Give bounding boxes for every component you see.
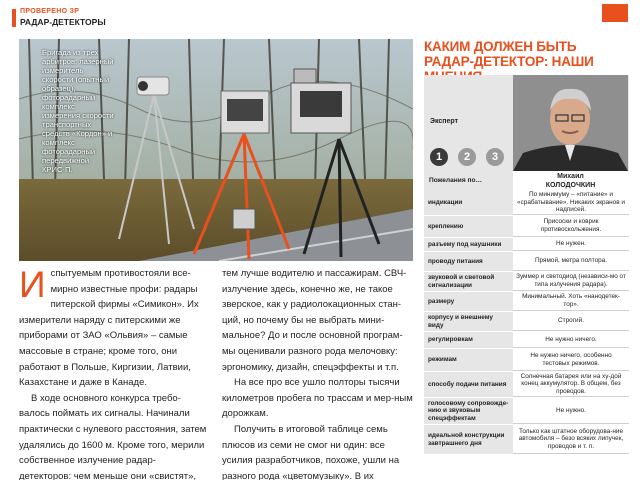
expert-portrait (513, 75, 628, 171)
expert-number-2: 2 (458, 148, 476, 166)
table-row (424, 292, 629, 312)
paragraph (19, 266, 207, 391)
criterion-value: Минимальный. Хоть «нанодетек-тор». (513, 292, 629, 311)
table-row (424, 216, 629, 238)
criterion-label: корпусу и внешнему виду (424, 312, 513, 331)
criterion-label: разъему под наушники (424, 238, 513, 251)
criterion-value: Присоски и коврик противоскольжения. (513, 216, 629, 237)
criterion-label: индикации (424, 191, 513, 215)
table-row (424, 349, 629, 372)
paragraph: В ходе основного конкурса требо-валось поймать их сигналы. Начинали практически с нулевого расстояния, затем удалялись до 1600 м. Кроме того, мерили собственное излучение радар-детекторов: чем меньше они «свистят», (19, 392, 207, 480)
article-body (19, 264, 413, 480)
table-row (424, 191, 629, 216)
paragraph-text: спытуемым противостояли все-мирно известные профи: радары питерской фирмы «Симикон». Их измерители наряду с питерскими же приборами от ЗАО «Ольвия» – самые массовые в стране; кроме того, они работают в Польше, Киргизии, Латвии, Казахстане и даже в Канаде. (19, 268, 199, 389)
criterion-value: Не нужно ничего. (513, 332, 629, 348)
criterion-label: креплению (424, 216, 513, 237)
criterion-label: звуковой и световой сигнализации (424, 272, 513, 291)
criterion-label: проводу питания (424, 252, 513, 271)
expert-number-3: 3 (486, 148, 504, 166)
section-marker (12, 9, 16, 27)
criterion-value: Только как штатное оборудова-ние автомобиля – безо всяких липучек, проводов и т. п. (513, 425, 629, 454)
table-row (424, 238, 629, 252)
criterion-value: Не нужно ничего, особенно тестовых режимов. (513, 349, 629, 371)
criterion-value: По минимуму – «питание» и «срабатывание». Никаких экранов и надписей. (513, 191, 629, 215)
header-section-title: РАДАР-ДЕТЕКТОРЫ (20, 17, 106, 27)
criteria-header: Пожелания по… (424, 171, 513, 191)
criterion-value: Строгий. (513, 312, 629, 331)
opinion-table (424, 191, 629, 455)
paragraph: На все про все ушло полторы тысячи километров пробега по трассам и мер-ным дорожкам. (222, 377, 413, 420)
expert-name (513, 173, 628, 190)
expert-last-name: КОЛОДОЧКИН (545, 181, 596, 189)
article-column-1 (19, 266, 207, 480)
expert-first-name: Михаил (557, 173, 584, 180)
expert-label: Эксперт (430, 118, 459, 125)
photo-caption: Бригада из трех арбитров: лазерный измеритель скорости (опытный образец), фоторадарный комплекс измерения скорости транспортных средств «Кордон» и комплекс фоторадарный передвижной КРИС-П. (42, 48, 114, 175)
criterion-label: регулировкам (424, 332, 513, 348)
panel-title: КАКИМ ДОЛЖЕН БЫТЬ РАДАР-ДЕТЕКТОР: НАШИ (424, 39, 594, 69)
criterion-label: размеру (424, 292, 513, 311)
criterion-value: Зуммер и светодиод (независи-мо от типа излучения радара). (513, 272, 629, 291)
criterion-value: Не нужно. (513, 398, 629, 424)
table-row (424, 398, 629, 425)
table-row (424, 425, 629, 455)
criterion-label: голосовому сопровожде-нию и звуковым спецэффектам (424, 398, 513, 424)
table-row (424, 312, 629, 332)
criterion-value: Солнечная батарея или на ху-дой конец аккумулятор. В общем, без проводов. (513, 372, 629, 397)
criterion-label: способу подачи питания (424, 372, 513, 397)
table-row (424, 332, 629, 349)
paragraph: Получить в итоговой таблице семь плюсов из семи не смог ни один: все усилия разработчиков, похоже, ушли на разного рода «цветомузыку». В их (222, 423, 400, 480)
table-row (424, 372, 629, 398)
table-row (424, 272, 629, 292)
drop-cap: И (19, 264, 46, 305)
criterion-label: режимам (424, 349, 513, 371)
criterion-value: Прямой, метра полтора. (513, 252, 629, 271)
table-row (424, 252, 629, 272)
paragraph: тем лучше водителю и пассажирам. СВЧ-излучение здесь, конечно же, не такое зверское, как у радиолокационных стан-ций, но почему бы не выбрать мини-мальное? До и после основной програм-мы оценивали разного рода мелочовку: эргономику, дизайн, спецэффекты и т.п. (222, 268, 407, 373)
criterion-value: Не нужен. (513, 238, 629, 251)
article-column-2 (222, 266, 413, 480)
header-kicker: ПРОВЕРЕНО ЗР (20, 8, 80, 15)
page-number-badge (602, 4, 628, 22)
criterion-label: идеальной конструкции завтрашнего дня (424, 425, 513, 454)
expert-number-1: 1 (430, 148, 448, 166)
